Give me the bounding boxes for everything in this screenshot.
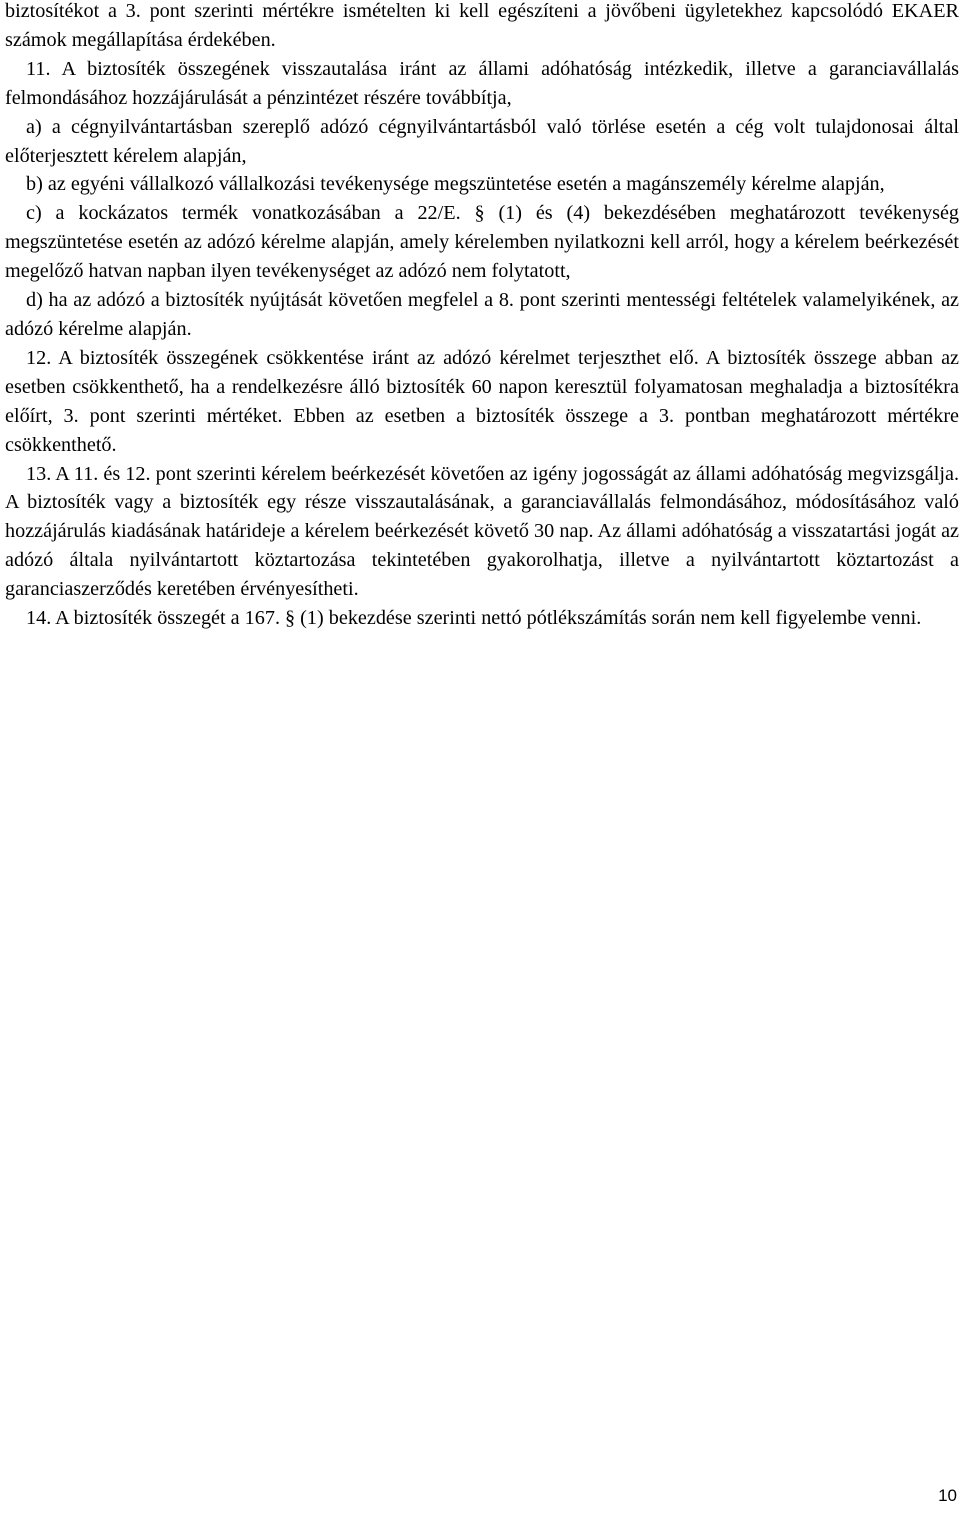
paragraph-point-13: 13. A 11. és 12. pont szerinti kérelem beérkezését követően az igény jogosságát az állami adóhatóság megvizsgálja. A biztosíték vagy a biztosíték egy része visszautalásának, a garanciavállalás felmondásához, módosításához való hozzájárulás kiadásának határideje a kérelem beérkezését követő 30 nap. Az állami adóhatóság a visszatartási jogát az adózó általa nyilvántartott köztartozása tekintetében gyakorolhatja, illetve a nyilvántartott köztartozást a garanciaszerződés keretében érvényesítheti. [5, 462, 959, 601]
paragraph-point-14: 14. A biztosíték összegét a 167. § (1) bekezdése szerinti nettó pótlékszámítás során nem kell figyelembe venni. [26, 607, 922, 630]
paragraph-continuation: biztosítékot a 3. pont szerinti mértékre ismételten ki kell egészíteni a jövőbeni ügyletekhez kapcsolódó EKAER számok megállapítása érdekében. [5, 0, 959, 51]
paragraph-point-11-d: d) ha az adózó a biztosíték nyújtását követően megfelel a 8. pont szerinti mentességi feltételek valamelyikének, az adózó kérelme alapján. [5, 289, 959, 340]
document-body [5, 0, 959, 633]
paragraph-point-11-a: a) a cégnyilvántartásban szereplő adózó cégnyilvántartásból való törlése esetén a cég volt tulajdonosai által előterjesztett kérelem alapján, [5, 115, 959, 167]
paragraph-point-11-b: b) az egyéni vállalkozó vállalkozási tevékenysége megszüntetése esetén a magánszemély kérelme alapján, [26, 173, 885, 196]
paragraph-point-11: 11. A biztosíték összegének visszautalása iránt az állami adóhatóság intézkedik, illetve a garanciavállalás felmondásához hozzájárulását a pénzintézet részére továbbítja, [5, 57, 959, 109]
paragraph-point-11-c: c) a kockázatos termék vonatkozásában a 22/E. § (1) és (4) bekezdésében meghatározott tevékenység megszüntetése esetén az adózó kérelme alapján, amely kérelemben nyilatkozni kell arról, hogy a kérelem beérkezését megelőző hatvan napban ilyen tevékenységet az adózó nem folytatott, [5, 202, 959, 283]
page-number: 10 [938, 1486, 957, 1505]
paragraph-point-12: 12. A biztosíték összegének csökkentése iránt az adózó kérelmet terjeszthet elő. A biztosíték összege abban az esetben csökkenthető, ha a rendelkezésre álló biztosíték 60 napon keresztül folyamatosan meghaladja a biztosítékra előírt, 3. pont szerinti mértéket. Ebben az esetben a biztosíték összege a 3. pontban meghatározott mértékre csökkenthető. [5, 346, 959, 456]
